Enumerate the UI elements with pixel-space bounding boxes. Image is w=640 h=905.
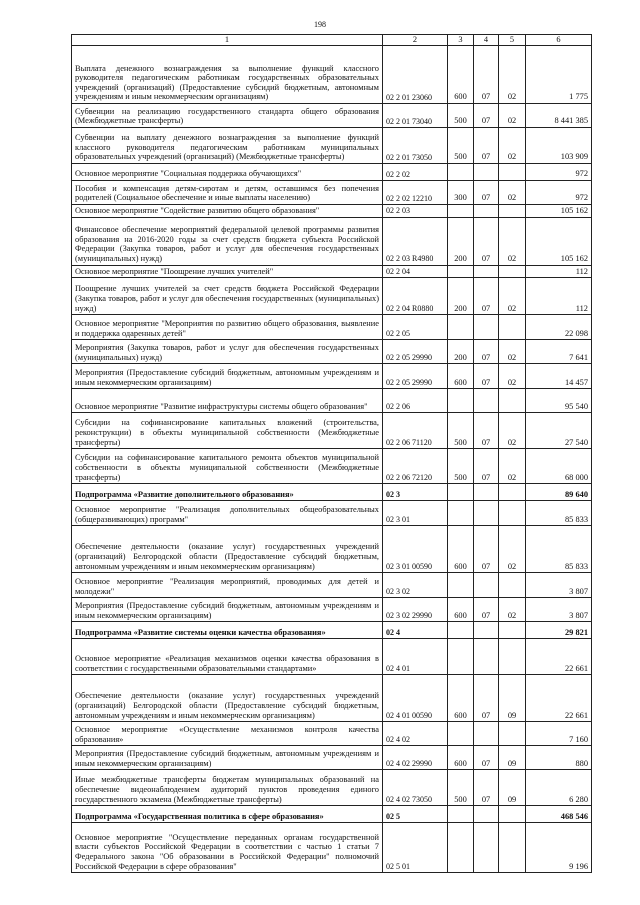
row-expense-type: 600 (448, 46, 474, 104)
row-subsection: 02 (499, 364, 526, 389)
table-row (72, 164, 592, 181)
row-subsection: 02 (499, 278, 526, 315)
row-section: 07 (474, 181, 499, 205)
column-header-sum: 6 (526, 35, 592, 46)
table-row (72, 573, 592, 598)
row-subsection (499, 164, 526, 181)
row-name: Иные межбюджетные трансферты бюджетам муниципальных образований на обеспечение видеонаблюдением аудиторий пунктов проведения единого государственного экзамена (Межбюджетные трансферты) (72, 770, 383, 806)
row-amount: 22 098 (526, 315, 592, 340)
row-code: 02 2 05 (383, 315, 448, 340)
row-code: 02 2 04 R0880 (383, 278, 448, 315)
row-section (474, 484, 499, 501)
column-header-rz: 4 (474, 35, 499, 46)
table-row (72, 806, 592, 823)
row-expense-type: 300 (448, 181, 474, 205)
row-expense-type: 500 (448, 128, 474, 164)
row-name: Обеспечение деятельности (оказание услуг) государственных учреждений (организаций) Белгородской области (Предоставление субсидий бюджетным, автономным учреждениям и иным некоммерческим организациям) (72, 526, 383, 573)
row-expense-type (448, 265, 474, 278)
table-row (72, 315, 592, 340)
row-code: 02 3 02 29990 (383, 598, 448, 622)
row-amount: 3 807 (526, 598, 592, 622)
row-code: 02 4 01 (383, 639, 448, 675)
row-name: Основное мероприятие "Мероприятия по развитию общего образования, выявление и поддержка одаренных детей" (72, 315, 383, 340)
row-code: 02 2 06 71120 (383, 413, 448, 449)
row-name: Основное мероприятие «Реализация механизмов оценки качества образования в соответствии с государственными образовательными стандартами» (72, 639, 383, 675)
column-header-pr: 5 (499, 35, 526, 46)
row-subsection: 02 (499, 104, 526, 128)
row-code: 02 2 03 R4980 (383, 217, 448, 265)
budget-table (71, 34, 592, 873)
column-header-code: 2 (383, 35, 448, 46)
row-expense-type: 500 (448, 104, 474, 128)
row-code: 02 4 01 00590 (383, 675, 448, 722)
row-code: 02 2 02 (383, 164, 448, 181)
row-amount: 68 000 (526, 449, 592, 484)
table-row (72, 770, 592, 806)
row-code: 02 2 04 (383, 265, 448, 278)
row-name: Выплата денежного вознаграждения за выполнение функций классного руководителя педагогическим работникам государственных образовательных учреждений (организаций) (Предоставление субсидий бюджетным, автономным учреждениям и иным некоммерческим организациям) (72, 46, 383, 104)
row-section (474, 501, 499, 526)
row-amount: 112 (526, 265, 592, 278)
row-expense-type (448, 484, 474, 501)
row-amount: 27 540 (526, 413, 592, 449)
row-name: Подпрограмма «Государственная политика в сфере образования» (72, 806, 383, 823)
row-expense-type (448, 639, 474, 675)
table-row (72, 278, 592, 315)
table-row (72, 722, 592, 746)
row-subsection: 02 (499, 526, 526, 573)
table-row (72, 823, 592, 873)
row-subsection: 02 (499, 217, 526, 265)
row-expense-type (448, 205, 474, 218)
row-name: Основное мероприятие «Осуществление механизмов контроля качества образования» (72, 722, 383, 746)
row-expense-type: 200 (448, 217, 474, 265)
row-subsection: 02 (499, 449, 526, 484)
row-code: 02 3 01 (383, 501, 448, 526)
row-amount: 9 196 (526, 823, 592, 873)
row-section (474, 164, 499, 181)
table-row (72, 413, 592, 449)
table-row (72, 104, 592, 128)
row-code: 02 3 02 (383, 573, 448, 598)
row-name: Поощрение лучших учителей за счет средств бюджета Российской Федерации (Закупка товаров, работ и услуг для обеспечения государственных (муниципальных) нужд) (72, 278, 383, 315)
row-section (474, 205, 499, 218)
row-expense-type (448, 501, 474, 526)
row-amount: 29 821 (526, 622, 592, 639)
table-row (72, 265, 592, 278)
table-row (72, 128, 592, 164)
row-section (474, 573, 499, 598)
row-subsection: 02 (499, 46, 526, 104)
row-subsection: 02 (499, 128, 526, 164)
row-section: 07 (474, 128, 499, 164)
row-amount: 95 540 (526, 389, 592, 413)
row-amount: 7 641 (526, 340, 592, 364)
row-amount: 972 (526, 181, 592, 205)
row-amount: 468 546 (526, 806, 592, 823)
row-subsection (499, 484, 526, 501)
row-name: Основное мероприятие "Поощрение лучших учителей" (72, 265, 383, 278)
row-subsection (499, 622, 526, 639)
row-amount: 22 661 (526, 675, 592, 722)
row-section: 07 (474, 104, 499, 128)
row-expense-type: 500 (448, 413, 474, 449)
row-section: 07 (474, 413, 499, 449)
row-subsection: 09 (499, 675, 526, 722)
row-code: 02 3 (383, 484, 448, 501)
row-subsection: 09 (499, 770, 526, 806)
row-amount: 85 833 (526, 526, 592, 573)
row-code: 02 2 05 29990 (383, 364, 448, 389)
row-name: Пособия и компенсация детям-сиротам и детям, оставшимся без попечения родителей (Социальное обеспечение и иные выплаты населению) (72, 181, 383, 205)
row-section (474, 389, 499, 413)
row-name: Подпрограмма «Развитие дополнительного образования» (72, 484, 383, 501)
row-name: Субвенции на реализацию государственного стандарта общего образования (Межбюджетные трансферты) (72, 104, 383, 128)
row-section: 07 (474, 770, 499, 806)
row-name: Субсидии на софинансирование капитального ремонта объектов муниципальной собственности в объекты муниципальной собственности (Межбюджетные трансферты) (72, 449, 383, 484)
row-expense-type: 500 (448, 770, 474, 806)
row-subsection (499, 806, 526, 823)
row-code: 02 2 02 12210 (383, 181, 448, 205)
row-subsection: 02 (499, 181, 526, 205)
row-subsection (499, 573, 526, 598)
row-section (474, 823, 499, 873)
table-row (72, 598, 592, 622)
row-section: 07 (474, 217, 499, 265)
row-name: Мероприятия (Предоставление субсидий бюджетным, автономным учреждениям и иным некоммерческим организациям) (72, 364, 383, 389)
row-amount: 103 909 (526, 128, 592, 164)
row-expense-type: 600 (448, 364, 474, 389)
row-code: 02 2 05 29990 (383, 340, 448, 364)
row-name: Мероприятия (Закупка товаров, работ и услуг для обеспечения государственных (муниципальных) нужд) (72, 340, 383, 364)
table-row (72, 746, 592, 770)
row-subsection: 02 (499, 598, 526, 622)
row-code: 02 2 01 73040 (383, 104, 448, 128)
table-row (72, 217, 592, 265)
row-section (474, 806, 499, 823)
row-section: 07 (474, 278, 499, 315)
row-expense-type: 200 (448, 278, 474, 315)
row-code: 02 4 02 73050 (383, 770, 448, 806)
row-amount: 1 775 (526, 46, 592, 104)
row-amount: 8 441 385 (526, 104, 592, 128)
row-amount: 3 807 (526, 573, 592, 598)
table-row (72, 484, 592, 501)
table-row (72, 389, 592, 413)
row-name: Основное мероприятие "Содействие развитию общего образования" (72, 205, 383, 218)
row-amount: 880 (526, 746, 592, 770)
row-subsection (499, 315, 526, 340)
row-section: 07 (474, 746, 499, 770)
row-section (474, 315, 499, 340)
row-section: 07 (474, 46, 499, 104)
row-subsection (499, 722, 526, 746)
row-amount: 972 (526, 164, 592, 181)
row-amount: 22 661 (526, 639, 592, 675)
column-header-vr: 3 (448, 35, 474, 46)
row-code: 02 2 06 72120 (383, 449, 448, 484)
row-expense-type (448, 389, 474, 413)
row-expense-type: 600 (448, 675, 474, 722)
row-amount: 7 160 (526, 722, 592, 746)
row-name: Обеспечение деятельности (оказание услуг) государственных учреждений (организаций) Белгородской области (Предоставление субсидий бюджетным, автономным учреждениям и иным некоммерческим организациям) (72, 675, 383, 722)
row-section: 07 (474, 340, 499, 364)
row-name: Основное мероприятие "Реализация мероприятий, проводимых для детей и молодежи" (72, 573, 383, 598)
row-expense-type (448, 823, 474, 873)
table-row (72, 340, 592, 364)
row-amount: 105 162 (526, 217, 592, 265)
row-subsection (499, 389, 526, 413)
row-name: Основное мероприятие "Развитие инфраструктуры системы общего образования" (72, 389, 383, 413)
row-expense-type (448, 315, 474, 340)
row-name: Финансовое обеспечение мероприятий федеральной целевой программы развития образования на 2016-2020 годы за счет средств бюджета субъекта Российской Федерации (Закупка товаров, работ и услуг для обеспечения государственных (муниципальных) нужд) (72, 217, 383, 265)
row-code: 02 2 03 (383, 205, 448, 218)
table-row (72, 526, 592, 573)
row-section: 07 (474, 675, 499, 722)
row-name: Мероприятия (Предоставление субсидий бюджетным, автономным учреждениям и иным некоммерческим организациям) (72, 746, 383, 770)
row-name: Субсидии на софинансирование капитальных вложений (строительства, реконструкции) в объекты муниципальной собственности (Межбюджетные трансферты) (72, 413, 383, 449)
table-row (72, 622, 592, 639)
row-subsection (499, 265, 526, 278)
table-row (72, 639, 592, 675)
row-code: 02 4 02 (383, 722, 448, 746)
row-code: 02 2 01 73050 (383, 128, 448, 164)
row-code: 02 2 01 23060 (383, 46, 448, 104)
table-row (72, 364, 592, 389)
row-section (474, 722, 499, 746)
row-section: 07 (474, 449, 499, 484)
row-amount: 6 280 (526, 770, 592, 806)
table-row (72, 46, 592, 104)
row-expense-type: 200 (448, 340, 474, 364)
row-subsection: 02 (499, 413, 526, 449)
row-amount: 85 833 (526, 501, 592, 526)
table-row (72, 181, 592, 205)
row-amount: 89 640 (526, 484, 592, 501)
row-section: 07 (474, 364, 499, 389)
column-header-name: 1 (72, 35, 383, 46)
row-subsection: 09 (499, 746, 526, 770)
row-amount: 112 (526, 278, 592, 315)
row-expense-type (448, 722, 474, 746)
row-expense-type (448, 622, 474, 639)
row-code: 02 5 01 (383, 823, 448, 873)
row-code: 02 4 02 29990 (383, 746, 448, 770)
row-expense-type: 600 (448, 746, 474, 770)
row-subsection: 02 (499, 340, 526, 364)
row-expense-type (448, 164, 474, 181)
row-subsection (499, 823, 526, 873)
table-row (72, 205, 592, 218)
row-expense-type: 500 (448, 449, 474, 484)
row-name: Субвенции на выплату денежного вознаграждения за выполнение функций классного руководителя педагогическим работникам муниципальных образовательных учреждений (организаций) (Межбюджетные трансферты) (72, 128, 383, 164)
row-subsection (499, 639, 526, 675)
row-section: 07 (474, 526, 499, 573)
row-expense-type: 600 (448, 598, 474, 622)
row-expense-type (448, 806, 474, 823)
row-section (474, 622, 499, 639)
row-code: 02 3 01 00590 (383, 526, 448, 573)
page-number: 198 (314, 20, 326, 29)
row-section (474, 265, 499, 278)
row-section: 07 (474, 598, 499, 622)
row-section (474, 639, 499, 675)
row-name: Основное мероприятие "Реализация дополнительных общеобразовательных (общеразвивающих) программ" (72, 501, 383, 526)
row-code: 02 4 (383, 622, 448, 639)
table-row (72, 501, 592, 526)
table-row (72, 675, 592, 722)
row-amount: 105 162 (526, 205, 592, 218)
row-amount: 14 457 (526, 364, 592, 389)
row-name: Подпрограмма «Развитие системы оценки качества образования» (72, 622, 383, 639)
row-code: 02 2 06 (383, 389, 448, 413)
row-name: Основное мероприятие "Осуществление переданных органам государственной власти субъектов Российской Федерации в соответствии с частью 1 статьи 7 Федерального закона "Об образовании в Российской Федерации" полномочий Российской Федерации в сфере образования" (72, 823, 383, 873)
row-name: Мероприятия (Предоставление субсидий бюджетным, автономным учреждениям и иным некоммерческим организациям) (72, 598, 383, 622)
table-body (72, 46, 592, 873)
row-expense-type: 600 (448, 526, 474, 573)
row-name: Основное мероприятие "Социальная поддержка обучающихся" (72, 164, 383, 181)
table-row (72, 449, 592, 484)
row-subsection (499, 501, 526, 526)
row-subsection (499, 205, 526, 218)
table-header-row (72, 35, 592, 46)
row-code: 02 5 (383, 806, 448, 823)
row-expense-type (448, 573, 474, 598)
